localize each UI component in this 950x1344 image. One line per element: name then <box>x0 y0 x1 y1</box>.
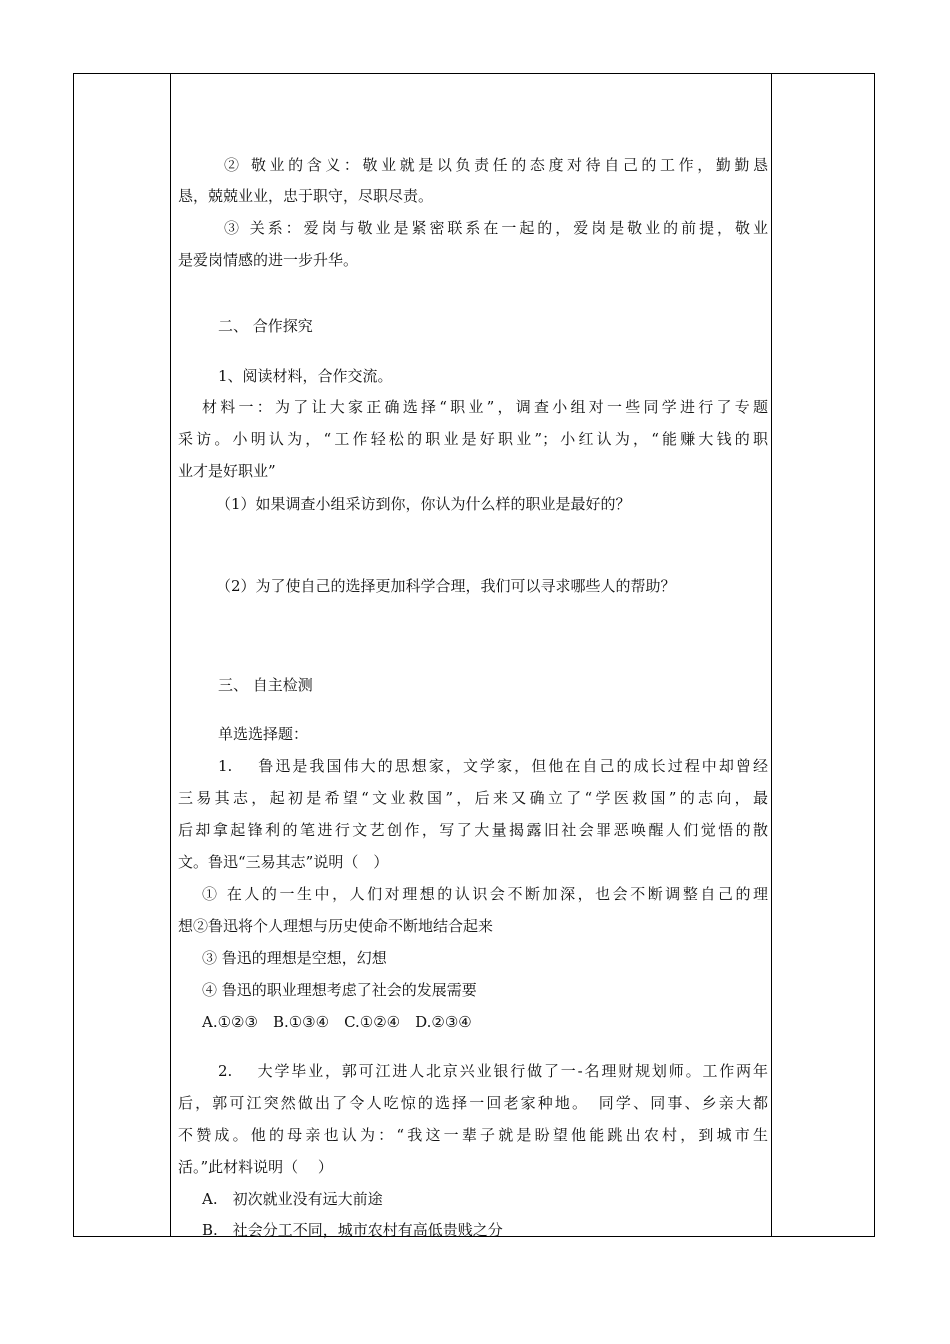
lesson-content <box>178 0 768 1344</box>
q1-stem-line2: 三易其志，起初是希望“文业救国”，后来又确立了“学医救国”的志向，最 <box>178 789 768 807</box>
section2-heading: 二、 合作探究 <box>218 317 313 335</box>
q1-choices: A.①②③ B.①③④ C.①②④ D.②③④ <box>202 1013 472 1031</box>
question-type-label: 单选选择题： <box>218 725 309 743</box>
question-2: （2）为了使自己的选择更加科学合理，我们可以寻求哪些人的帮助？ <box>216 577 676 595</box>
q1-option3: ③ 鲁迅的理想是空想，幻想 <box>202 949 387 967</box>
q1-option4: ④ 鲁迅的职业理想考虑了社会的发展需要 <box>202 981 477 999</box>
material-line3: 业才是好职业” <box>178 462 276 480</box>
q2-stem-line2: 后，郭可江突然做出了令人吃惊的选择一回老家种地。 同学、同事、乡亲大都 <box>178 1094 768 1112</box>
q2-stem-line3: 不赞成。他的母亲也认为：“我这一辈子就是盼望他能跳出农村，到城市生 <box>178 1126 768 1144</box>
q2-stem-line4: 活。”此材料说明（ ） <box>178 1158 333 1176</box>
relation-line1: ③ 关系：爱岗与敬业是紧密联系在一起的，爱岗是敬业的前提，敬业 <box>224 219 768 237</box>
q1-option1-line1: ① 在人的一生中，人们对理想的认识会不断加深，也会不断调整自己的理 <box>202 885 768 903</box>
dedication-meaning-line1: ② 敬业的含义：敬业就是以负责任的态度对待自己的工作，勤勤恳 <box>224 156 768 174</box>
q1-stem-line3: 后却拿起锋利的笔进行文艺创作，写了大量揭露旧社会罪恶唤醒人们觉悟的散 <box>178 821 768 839</box>
section3-heading: 三、 自主检测 <box>218 676 313 694</box>
right-column-divider <box>771 74 772 1236</box>
q2-option-b: B. 社会分工不同，城市农村有高低贵贱之分 <box>202 1221 503 1239</box>
q2-option-a: A. 初次就业没有远大前途 <box>202 1190 383 1208</box>
q1-stem-line4: 文。鲁迅“三易其志”说明（ ） <box>178 853 389 871</box>
q1-option1-line2: 想②鲁迅将个人理想与历史使命不断地结合起来 <box>178 917 494 935</box>
relation-line2: 是爱岗情感的进一步升华。 <box>178 251 359 269</box>
material-line2: 采访。小明认为，“工作轻松的职业是好职业”；小红认为，“能赚大钱的职 <box>178 430 768 448</box>
left-column-divider <box>170 74 171 1236</box>
q2-stem-line1: 2. 大学毕业，郭可江进人北京兴业银行做了一-名理财规划师。工作两年 <box>218 1062 768 1080</box>
q1-stem-line1: 1. 鲁迅是我国伟大的思想家，文学家，但他在自己的成长过程中却曾经 <box>218 757 768 775</box>
dedication-meaning-line2: 恳，兢兢业业，忠于职守，尽职尽责。 <box>178 187 434 205</box>
cooperation-task: 1、阅读材料，合作交流。 <box>218 367 393 385</box>
question-1: （1）如果调查小组采访到你，你认为什么样的职业是最好的？ <box>216 495 631 513</box>
material-line1: 材料一：为了让大家正确选择“职业”，调查小组对一些同学进行了专题 <box>202 398 768 416</box>
